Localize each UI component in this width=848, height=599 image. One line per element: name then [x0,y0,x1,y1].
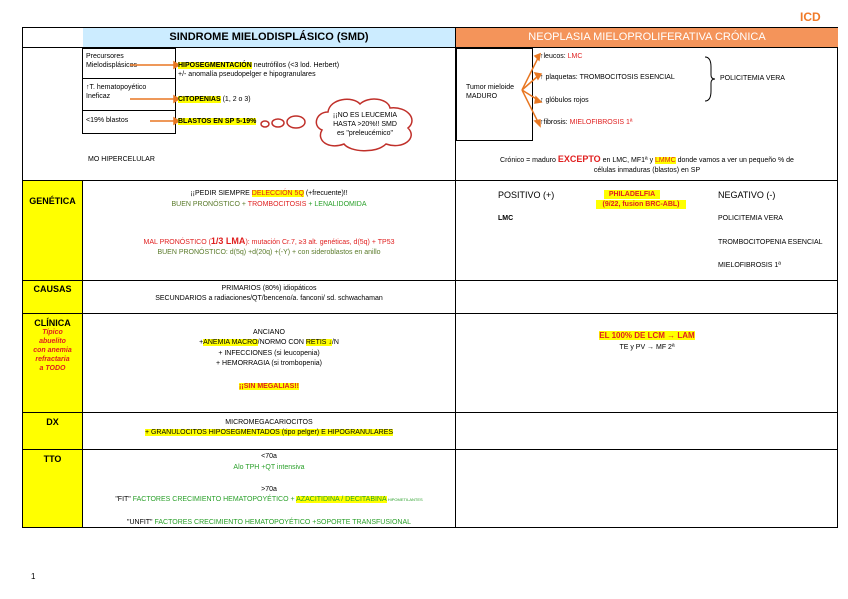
lmc-positivo: LMC [498,215,514,222]
hiposegmentacion-text: HIPOSEGMENTACIÓN neutrófilos (<3 lod. Herbert) [178,62,340,69]
clinica-te-pv: TE y PV → MF 2ª [619,344,675,351]
tto-lt70: <70a [261,453,277,460]
buen-pronostico-1: BUEN PRONÓSTICO + TROMBOCITOSIS + LENALIDOMIDA [171,201,367,208]
th-line2: Ineficaz [86,93,111,100]
row-label-clinica: CLÍNICA Típico abuelito con anemia refractaria a TODO [23,314,82,412]
policitemia-top: POLICITEMIA VERA [720,75,785,82]
brace-icon [703,55,717,103]
citopenias-text: CITOPENIAS (1, 2 o 3) [178,96,251,103]
clinica-sin-megalias: ¡¡SIN MEGALIAS!! [239,383,299,390]
tumor-line2: MADURO [466,93,498,100]
fibrosis-text: ↑fibrosis: MIELOFIBROSIS 1ª [540,119,633,126]
philadelfia-sub: (9/22, fusion BRC-ABL) [596,200,686,209]
negativo-label: NEGATIVO (-) [718,190,776,200]
cloud-line1: ¡¡NO ES LEUCEMIA [332,112,398,119]
causas-secundarios: SECUNDARIOS a radiaciones/QT/benceno/a. fanconi/ sd. schwachaman [155,295,383,302]
positivo-label: POSITIVO (+) [498,190,555,200]
globulos-text: ↑ glóbulos rojos [540,97,589,104]
neg-policitemia: POLICITEMIA VERA [718,215,783,222]
neg-mielofibrosis: MIELOFIBROSIS 1ª [718,262,781,269]
cronico-line2: células inmaduras (blastos) en SP [593,167,701,174]
row-label-dx: DX [23,413,82,449]
dx-line1: MICROMEGACARIOCITOS [225,419,313,426]
precursores-line2: Mielodisplásicos [86,62,137,69]
th-line1: ↑T. hematopoyético [86,84,147,91]
row-label-causas: CAUSAS [23,281,82,313]
philadelfia: PHILADELFIA [604,190,660,199]
plaquetas-text: ↑ plaquetas: TROMBOCITOSIS ESENCIAL [540,74,675,81]
anomalia-text: +/- anomalía pseudopelger e hipogranulares [178,71,316,78]
cronico-line1: Crónico = maduro EXCEPTO en LMC, MF1ª y LMMC donde vamos a ver un pequeño % de [500,154,794,164]
causas-primarios: PRIMARIOS (80%) idiopáticos [221,285,317,292]
precursores-line1: Precursores [86,53,124,60]
mo-hipercelular: MO HIPERCELULAR [88,156,155,163]
clinica-anciano: ANCIANO [253,329,285,336]
mal-pronostico: MAL PRONÓSTICO (1/3 LMA): mutación Cr.7, ≥3 alt. genéticas, d(5q) + TP53 [143,236,395,246]
row-label-genetica: GENÉTICA [23,181,82,280]
pedir-siempre: ¡¡PEDIR SIEMPRE DELECCIÓN 5Q (+frecuente)!! [190,190,348,197]
tto-fit: "FIT" FACTORES CRECIMIENTO HEMATOPOYÉTICO + AZACITIDINA / DECITABINA HIPOMETILANTES [115,496,423,503]
clinica-anemia: +ANEMIA MACRO/NORMO CON RETIS ↓/N [199,339,339,346]
row-label-tto: TTO [23,450,82,527]
clinica-infecciones: + INFECCIONES (si leucopenia) [218,350,320,357]
cloud-line3: es "preleucémico" [337,130,393,137]
tumor-line1: Tumor mieloide [466,84,514,91]
blastos-left: <19% blastos [86,117,129,124]
blastos-sp-text: BLASTOS EN SP 5-19% [178,118,257,125]
neg-trombocitopenia: TROMBOCITOPENIA ESENCIAL [718,239,823,246]
tto-alo: Alo TPH +QT intensiva [233,464,305,471]
cloud-line2: HASTA >20%!! SMD [333,121,397,128]
nmp-header: NEOPLASIA MIELOPROLIFERATIVA CRÓNICA [456,28,838,47]
icd-label: ICD [800,10,821,24]
tto-unfit: "UNFIT" FACTORES CRECIMIENTO HEMATOPOYÉTICO +SOPORTE TRANSFUSIONAL [126,519,412,526]
buen-pronostico-2: BUEN PRONÓSTICO: d(5q) +d(20q) +(-Y) + con sideroblastos en anillo [157,249,381,256]
page-number: 1 [31,572,36,581]
tto-gt70: >70a [261,486,277,493]
smd-header: SINDROME MIELODISPLÁSICO (SMD) [83,28,455,47]
dx-line2: + GRANULOCITOS HIPOSEGMENTADOS (tipo pelger) E HIPOGRANULARES [144,429,394,436]
leucos-text: ↑leucos: LMC [540,53,583,60]
clinica-hemorragia: + HEMORRAGIA (si trombopenia) [215,360,322,367]
clinica-lcm: EL 100% DE LCM → LAM [599,331,695,340]
